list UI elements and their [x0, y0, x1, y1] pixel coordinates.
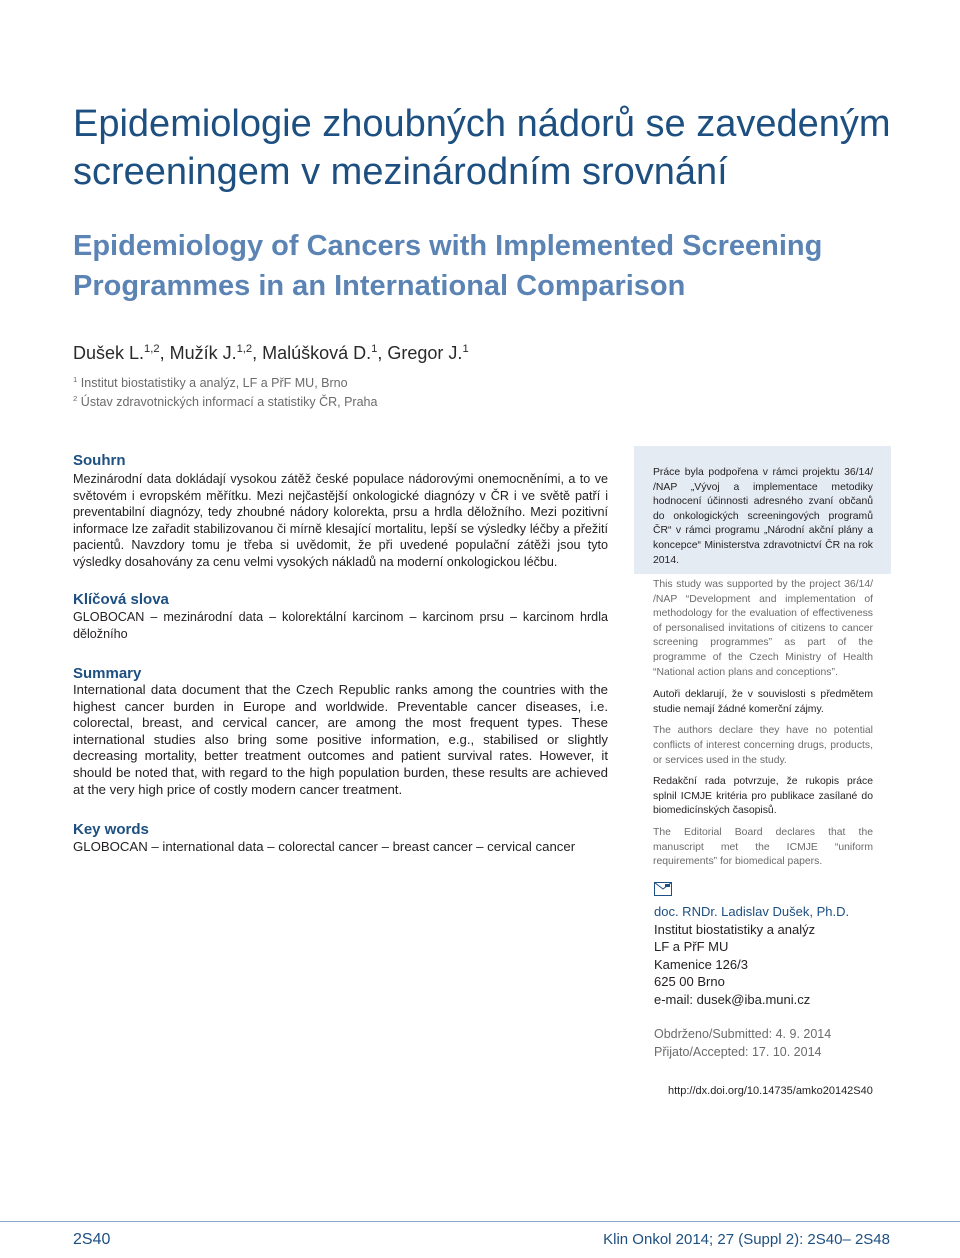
affiliation-number: 2 [73, 393, 78, 403]
correspondence-address [654, 903, 849, 1008]
accepted-date: Přijato/Accepted: 17. 10. 2014 [654, 1045, 822, 1059]
editorial-text-en: The Editorial Board declares that the manuscript met the ICMJE “uniform requirements” for biomedical papers. [653, 826, 873, 868]
souhrn-text: Mezinárodní data dokládají vysokou zátěž české populace nádorovými onemocněními, a to ve světovém i evropském měřítku. Mezi nejčastější onkologické diagnózy v ČR i ve světě patří i preventabilní diagnózy, tedy zhoubné nádory kolorekta, prsu a hrdla děložního. Mezi pozitivní informace lze zařadit stabilizovanou či mírně klesající mortalitu, lepší se výsledky léčby a přežití pacientů. Navzdory tomu je třeba si uvědomit, že při uvedené populační zátěži jsou tyto výsledky dosahovány za cenu velmi vysokých nákladů na moderní onkologickou léčbu. [73, 472, 608, 569]
contact-email[interactable]: e-mail: dusek@iba.muni.cz [654, 991, 811, 1007]
article-title: Epidemiologie zhoubných nádorů se zavedeným screeningem v mezinárodním srovnání [73, 103, 891, 193]
key-words-text: GLOBOCAN – international data – colorectal cancer – breast cancer – cervical cancer [73, 839, 576, 854]
author-affiliation-sup: 1,2 [144, 343, 160, 355]
conflict-text-cs: Autoři deklarují, že v souvislosti s předmětem studie nemají žádné komerční zájmy. [653, 689, 873, 715]
journal-citation: Klin Onkol 2014; 27 (Suppl 2): 2S40– 2S48 [603, 1231, 890, 1248]
contact-city: 625 00 Brno [654, 974, 725, 989]
footer-divider [0, 1221, 960, 1222]
affiliation [73, 395, 377, 409]
souhrn-heading: Souhrn [73, 452, 126, 469]
author-affiliation-sup: 1 [371, 343, 378, 355]
support-note-cs [653, 466, 873, 568]
article-title-english: Epidemiology of Cancers with Implemented Screening Programmes in an International Comparison [73, 230, 823, 302]
submitted-date: Obdrženo/Submitted: 4. 9. 2014 [654, 1027, 832, 1041]
contact-faculty: LF a PřF MU [654, 939, 729, 954]
contact-name: doc. RNDr. Ladislav Dušek, Ph.D. [654, 904, 850, 919]
klicova-slova-heading: Klíčová slova [73, 591, 169, 608]
affiliation-text: Institut biostatistiky a analýz, LF a PřF MU, Brno [80, 376, 348, 390]
affiliation [73, 376, 348, 390]
affiliation-text: Ústav zdravotnických informací a statistiky ČR, Praha [80, 395, 378, 409]
doi-link[interactable]: http://dx.doi.org/10.14735/amko20142S40 [668, 1085, 873, 1097]
author-name: Dušek L. [73, 343, 145, 363]
contact-street: Kamenice 126/3 [654, 956, 748, 972]
summary-text: International data document that the Czech Republic ranks among the countries with the highest cancer burden in Europe and worldwide. Preventable cancer diseases, i.e. colorectal, breast, and cervical cancer, are among the most frequent types. These international studies also bring some positive information, e.g., stabilised or slightly decreasing mortality, better treatment outcomes and patient survival rates. However, it should be noted that, with regard to the high population burden, these results are achieved at the very high price of costly modern cancer treatment. [73, 682, 608, 797]
support-text-en: This study was supported by the project 36/14/ /NAP “Development and implementation of methodology for the evaluation of effectiveness of personalised invitations of citizens to cancer screening programmes” as part of the programme of the Czech Ministry of Health “National action plans and conceptions”. [653, 579, 873, 678]
support-text-cs: Práce byla podpořena v rámci projektu 36/14/ /NAP „Vývoj a implementace metodiky hodnocení účinnosti adresného zvaní občanů do onkologických screeningových programů ČR“ v rámci programu „Národní akční plány a koncepce“ Ministerstva zdravotnictví ČR na rok 2014. [653, 467, 873, 566]
conflict-text-en: The authors declare they have no potential conflicts of interest concerning drugs, products, or services used in the study. [653, 725, 873, 766]
author-name: Gregor J. [387, 343, 463, 363]
klicova-slova-text: GLOBOCAN – mezinárodní data – kolorektální karcinom – karcinom prsu – karcinom hrdla děložního [73, 610, 608, 641]
editorial-text-cs: Redakční rada potvrzuje, že rukopis práce splnil ICMJE kritéria pro publikace zasílané do biomedicínských časopisů. [653, 776, 873, 817]
submission-dates [654, 1025, 831, 1061]
author-name: Malúšková D. [262, 343, 372, 363]
contact-institution: Institut biostatistiky a analýz [654, 921, 816, 937]
page-number: 2S40 [73, 1231, 111, 1248]
summary-heading: Summary [73, 665, 142, 682]
affiliation-number: 1 [73, 374, 78, 384]
key-words-heading: Key words [73, 821, 149, 838]
author-affiliation-sup: 1 [462, 343, 469, 355]
author-list: Dušek L.$^{1,2}$, Mužík J.$^{1,2}$, Malúšková D.$^1$, Gregor J.$^1$ [73, 343, 469, 363]
mail-icon [654, 882, 672, 896]
author-affiliation-sup: 1,2 [236, 343, 253, 355]
sidebar-notes [653, 578, 873, 870]
author-name: Mužík J. [169, 343, 237, 363]
